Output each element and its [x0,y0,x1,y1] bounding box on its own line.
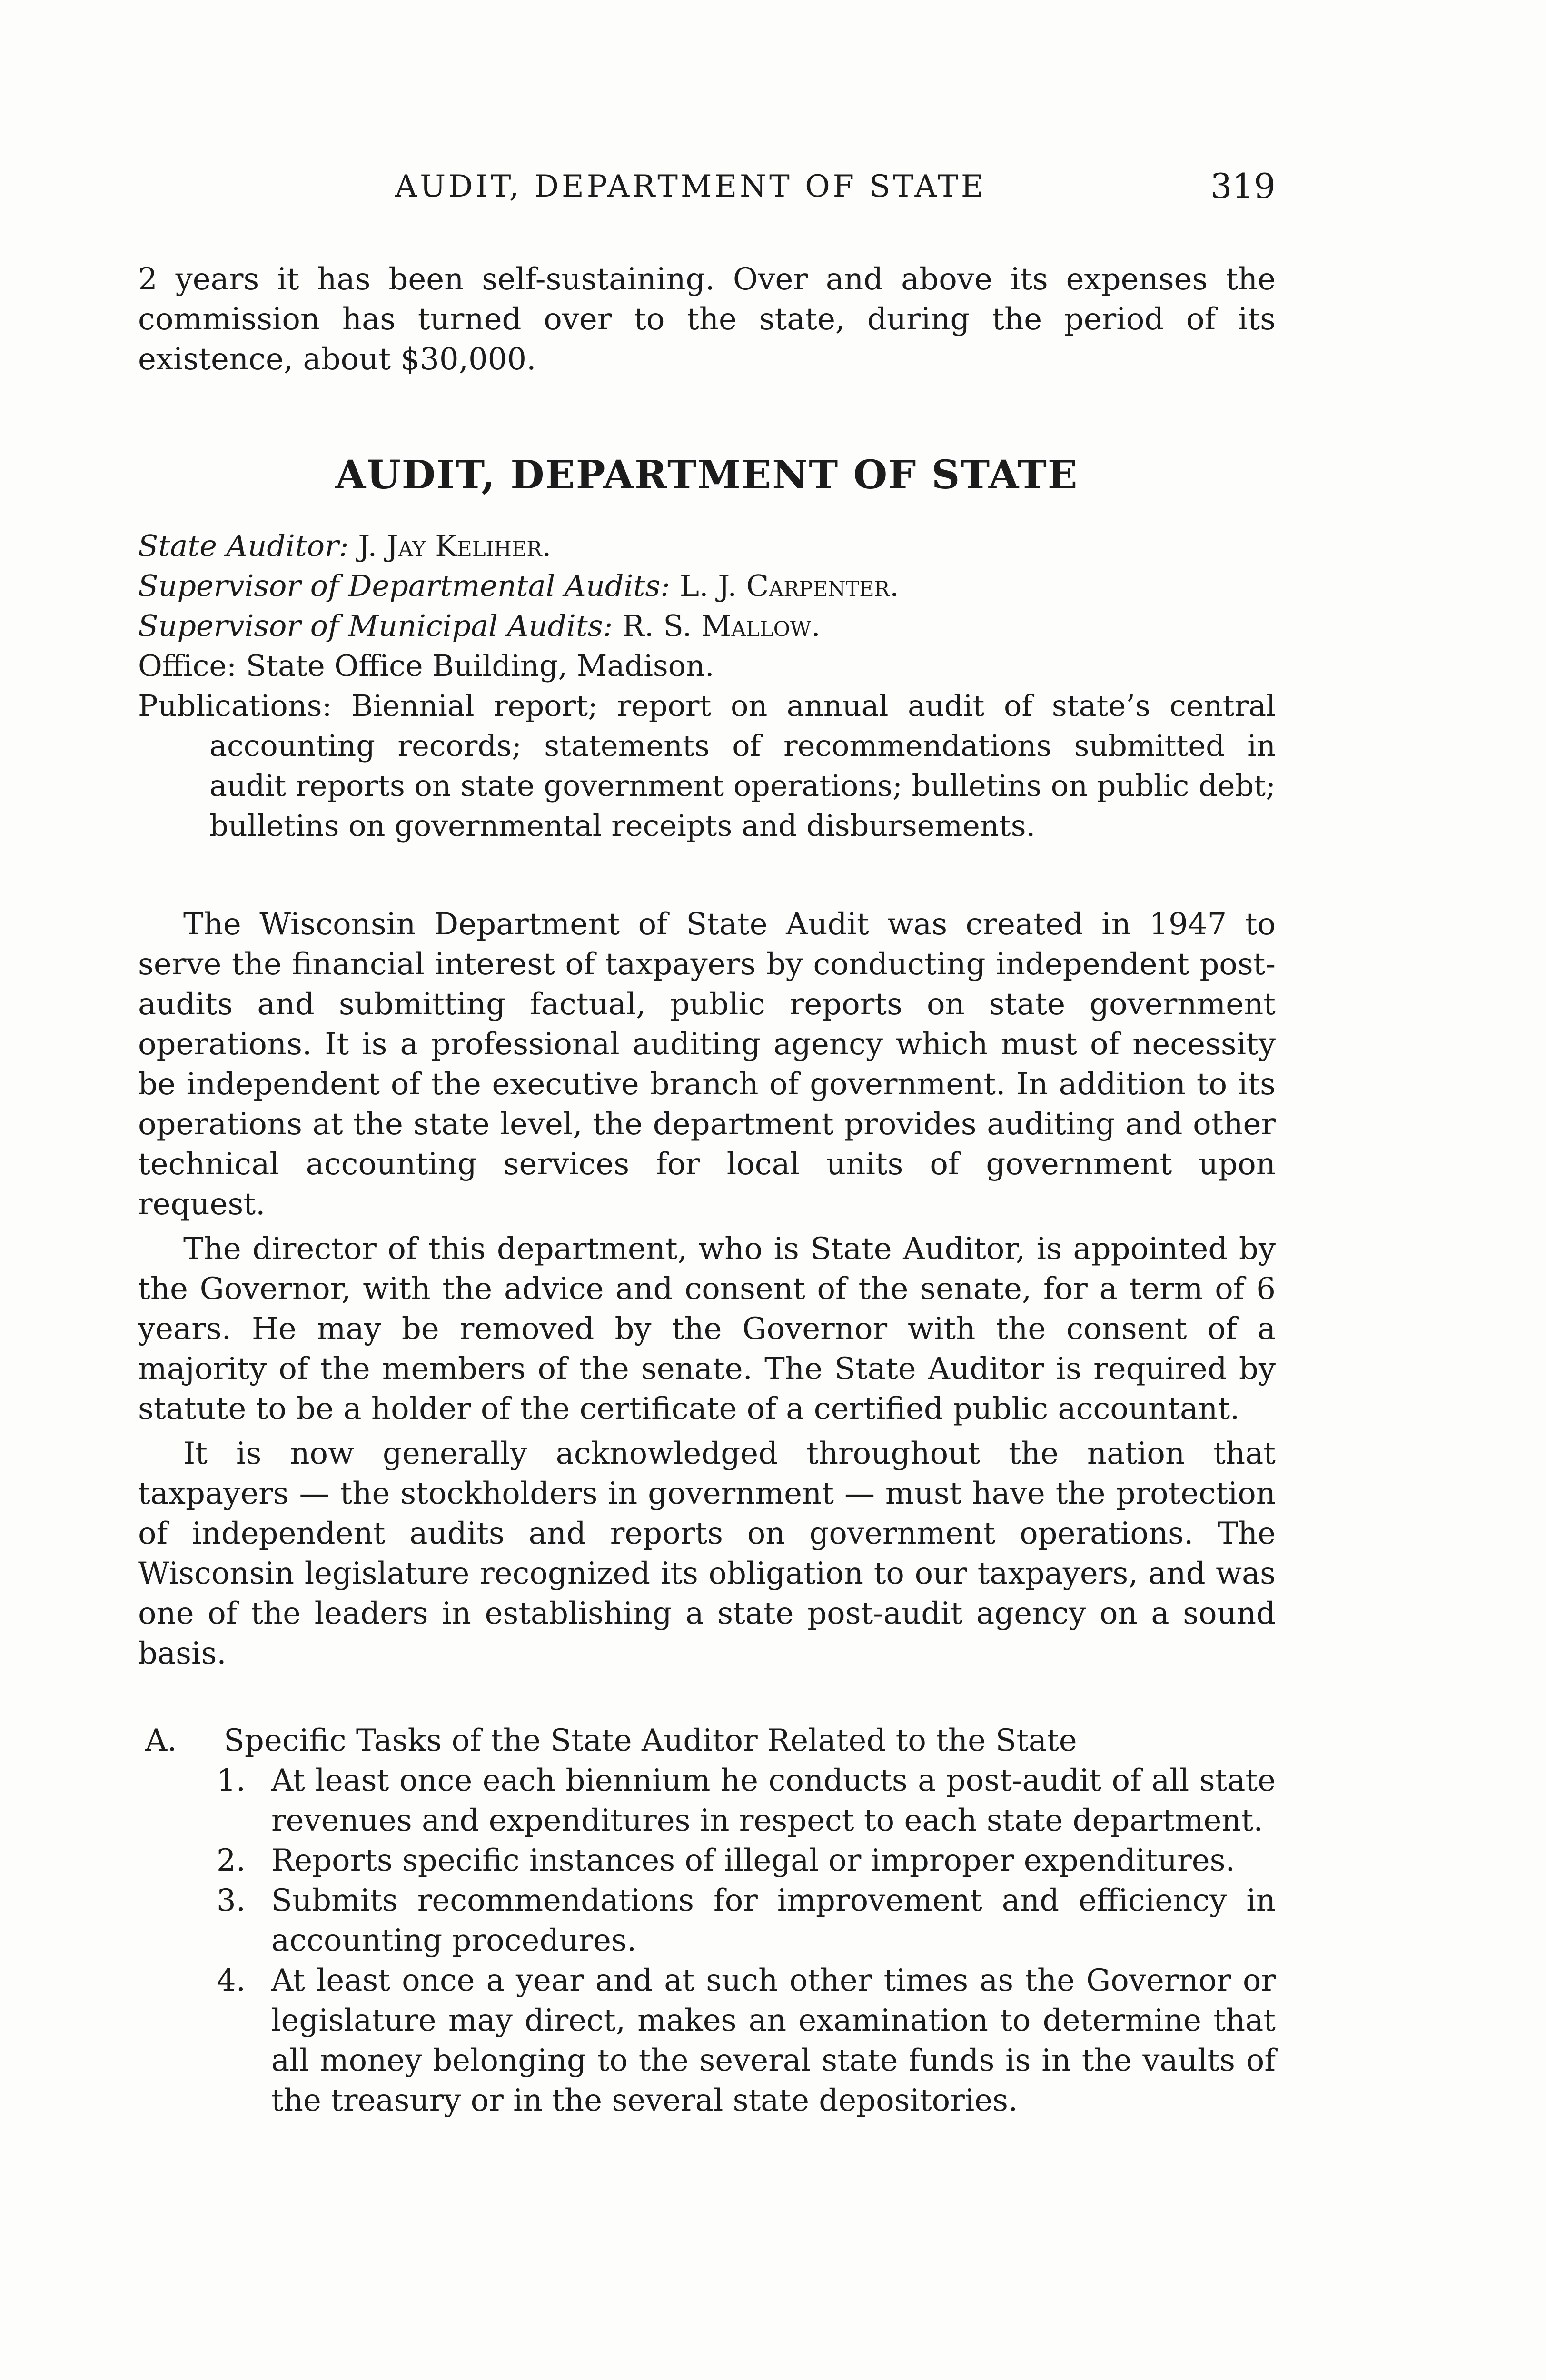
staff-line-state-auditor [138,526,1276,566]
staff-name: R. S. Mallow. [622,608,821,643]
task-item [217,1841,1276,1881]
staff-name: J. Jay Keliher. [358,528,552,563]
staff-role: State Auditor: [138,528,349,563]
running-title: AUDIT, DEPARTMENT OF STATE [395,169,986,204]
staff-name: L. J. Carpenter. [679,568,899,603]
paragraph-creation: The Wisconsin Department of State Audit was created in 1947 to serve the financial interest of taxpayers by conducting independent post-audits and submitting factual, public reports on state government operations. It is a professional auditing agency which must of necessity be independent of the executive branch of government. In addition to its operations at the state level, the department provides auditing and other technical accounting services for local units of government upon request. [138,907,1276,1222]
tasks-letter: A. [145,1723,177,1758]
task-text: Submits recommendations for improvement and efficiency in accounting procedures. [271,1883,1276,1958]
intro-paragraph: 2 years it has been self-sustaining. Over and above its expenses the commission has turned over to the state, during the period of its existence, about $30,000. [138,262,1276,377]
task-text: At least once each biennium he conducts a post-audit of all state revenues and expenditures in respect to each state department. [271,1763,1276,1838]
staff-role: Supervisor of Municipal Audits: [138,608,613,643]
publications-value: Biennial report; report on annual audit of state’s central accounting records; statements of recommendations submitted in audit reports on state government operations; bulletins on public debt; bulletins on governmental receipts and disbursements. [209,688,1276,843]
task-number: 3. [217,1883,246,1918]
staff-role: Supervisor of Departmental Audits: [138,568,671,603]
publications-line [138,686,1276,846]
staff-line-municipal-audits [138,606,1276,646]
task-item [217,1881,1276,1961]
paragraph-director: The director of this department, who is State Auditor, is appointed by the Governor, with the advice and consent of the senate, for a term of 6 years. He may be removed by the Governor with the consent of a majority of the members of the senate. The State Auditor is required by statute to be a holder of the certificate of a certified public accountant. [138,1231,1276,1427]
task-item [217,1961,1276,2121]
main-text [138,904,1276,1674]
task-item [217,1761,1276,1841]
task-list [138,1761,1276,2121]
task-text: Reports specific instances of illegal or improper expenditures. [271,1843,1235,1878]
tasks-heading [138,1721,1276,1761]
paragraph-taxpayers: It is now generally acknowledged throughout the nation that taxpayers — the stockholders in government — must have the protection of independent audits and reports on government operations. The Wisconsin legislature recognized its obligation to our taxpayers, and was one of the leaders in establishing a state post-audit agency on a sound basis. [138,1436,1276,1671]
tasks-heading-text: Specific Tasks of the State Auditor Related to the State [224,1723,1077,1758]
staff-listing [138,526,1276,846]
task-number: 1. [217,1763,246,1798]
office-label: Office: [138,648,237,683]
tasks-section [138,1721,1276,2121]
running-header [138,166,1276,212]
task-number: 2. [217,1843,246,1878]
section-title: AUDIT, DEPARTMENT OF STATE [335,452,1079,498]
task-number: 4. [217,1963,246,1998]
publications-label: Publications: [138,688,332,723]
office-value: State Office Building, Madison. [246,648,714,683]
task-text: At least once a year and at such other times as the Governor or legislature may direct, makes an examination to determine that all money belonging to the several state funds is in the vaults of the treasury or in the several state depositories. [271,1963,1276,2118]
office-line [138,646,1276,686]
staff-line-departmental-audits [138,566,1276,606]
page-number: 319 [1210,166,1276,206]
